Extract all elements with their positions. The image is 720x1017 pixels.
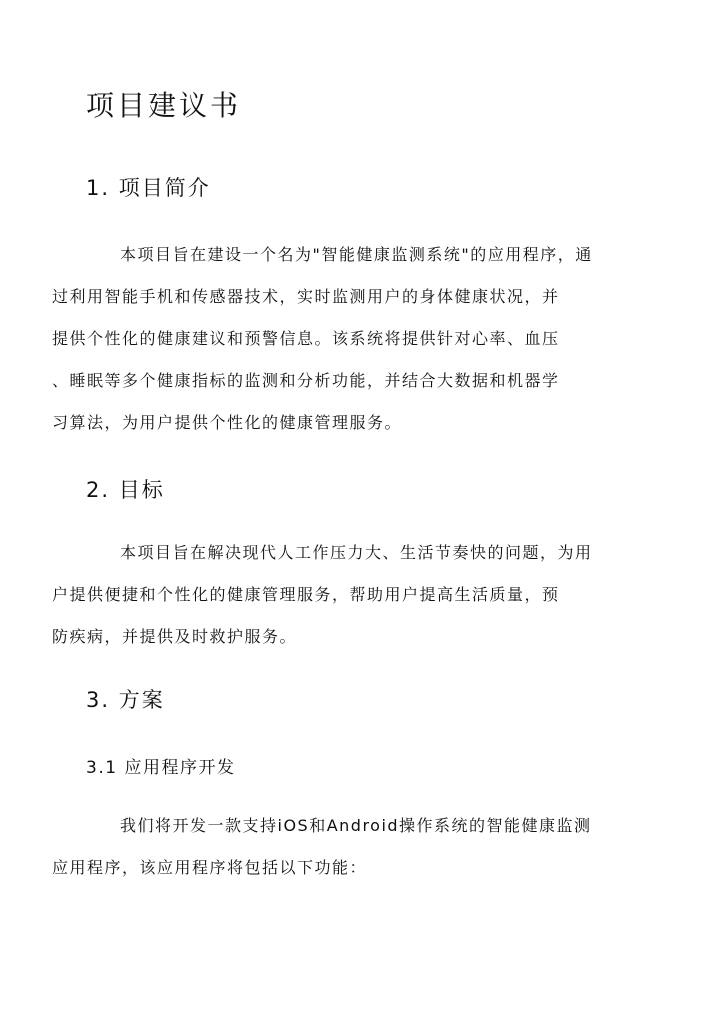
section-heading-plan: 3. 方案 bbox=[86, 688, 165, 712]
paragraph-line: 户提供便捷和个性化的健康管理服务，帮助用户提高生活质量，预 bbox=[52, 585, 560, 604]
document-title: 项目建议书 bbox=[86, 89, 242, 122]
paragraph-line: 应用程序，该应用程序将包括以下功能： bbox=[52, 858, 368, 877]
section-heading-goals: 2. 目标 bbox=[86, 478, 165, 502]
paragraph-line: 本项目旨在建设一个名为"智能健康监测系统"的应用程序，通 bbox=[120, 245, 593, 264]
paragraph-line: 提供个性化的健康建议和预警信息。该系统将提供针对心率、血压 bbox=[52, 329, 560, 348]
paragraph-line: 防疾病，并提供及时救护服务。 bbox=[52, 627, 298, 646]
paragraph-line: 习算法，为用户提供个性化的健康管理服务。 bbox=[52, 413, 403, 432]
paragraph-line: 、睡眠等多个健康指标的监测和分析功能，并结合大数据和机器学 bbox=[52, 371, 560, 390]
paragraph-line: 过利用智能手机和传感器技术，实时监测用户的身体健康状况，并 bbox=[52, 287, 560, 306]
paragraph-line: 我们将开发一款支持iOS和Android操作系统的智能健康监测 bbox=[120, 816, 592, 835]
section-paragraph-goals bbox=[52, 532, 634, 658]
paragraph-line: 本项目旨在解决现代人工作压力大、生活节奏快的问题，为用 bbox=[120, 543, 593, 562]
subsection-paragraph-app-development bbox=[52, 805, 634, 889]
subsection-heading-app-development: 3.1 应用程序开发 bbox=[86, 758, 236, 778]
section-paragraph-project-intro bbox=[52, 234, 634, 444]
section-heading-project-intro: 1. 项目简介 bbox=[86, 176, 211, 200]
